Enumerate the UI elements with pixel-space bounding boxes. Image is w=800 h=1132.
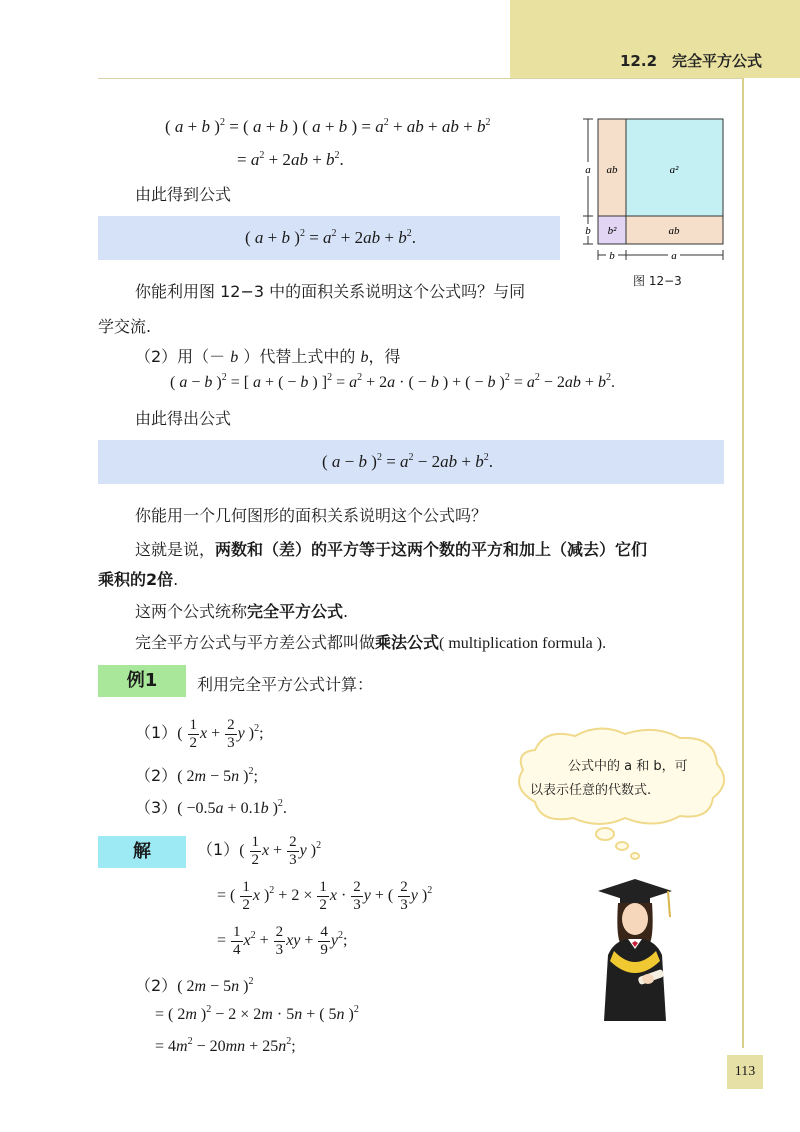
section-title: 12.2 完全平方公式 [620,52,763,70]
example-item-3: （3）( −0.5a + 0.1b )$^2$. [135,798,287,817]
cell-label-bottom-left: b² [607,225,617,237]
dim-bottom-b: b [609,250,615,262]
name-bold: 完全平方公式 [247,602,344,621]
statement-line2: 乘积的2倍. [98,570,179,589]
dim-left-a: a [585,164,591,176]
figure-caption: 图 12−3 [633,274,682,288]
solution-2-line3: = $4m^2 - 20mn + 25n^2$; [155,1036,296,1055]
statement-line1: 这就是说，两数和（差）的平方等于这两个数的平方和加上（减去）它们 [135,540,648,559]
solution-1-line1: （1）( $\frac{1}{2}$ x + $\frac{2}{3}$ y )$^2$ [197,834,322,868]
dim-left-b: b [585,225,591,237]
bubble-line-2: 以表示任意的代数式. [530,783,652,798]
mult-statement: 完全平方公式与平方差公式都叫做乘法公式( multiplication formula ). [135,633,607,652]
cell-label-top-left: ab [606,164,618,176]
name-statement: 这两个公式统称完全平方公式. [135,602,349,621]
question-2: 你能用一个几何图形的面积关系说明这个公式吗？ [135,506,488,525]
example-item-1: （1）( $\frac{1}{2}$ x + $\frac{2}{3}$ y )$^2$; [135,717,264,751]
formula-2: ( a − b )$^2 = a^2 - 2ab + b^2$. [322,452,493,471]
statement-bold-2: 乘积的2倍 [98,570,174,589]
graduate-student-illustration [590,873,680,1021]
margin-line [742,78,744,1048]
mult-bold: 乘法公式 [375,633,440,652]
derive-text-1: 由此得到公式 [135,185,232,204]
dim-bottom-a: a [671,250,677,262]
example-label: 例1 [98,665,186,697]
derive-text-2: 由此得出公式 [135,409,232,428]
page-number: 113 [727,1055,763,1089]
eq1-line1: ( a + b )$^2$ = ( a + b ) ( a + b ) = $a^2$ + ab + ab + $b^2$ [165,117,491,136]
eq1-line2: = $a^2 + 2ab + b^2$. [237,150,344,169]
header-rule [98,78,743,79]
solution-label: 解 [98,836,186,868]
solution-2-line1: （2）( 2m − 5n )$^2$ [135,976,254,995]
figure-12-3 [578,112,728,270]
example-item-2: （2）( 2m − 5n )$^2$; [135,766,258,785]
example-title: 利用完全平方公式计算： [197,675,374,694]
step2-intro: （2）用（－ b ）代替上式中的 b，得 [135,347,401,366]
cell-label-bottom-right: ab [668,225,680,237]
statement-bold-1: 两数和（差）的平方等于这两个数的平方和加上（减去）它们 [215,540,648,559]
cell-label-top-right: a² [669,164,679,176]
eq2: ( a − b )$^2$ = [ a + ( − b ) ]$^2 = a^2 + 2a$ · ( − b ) + ( − b )$^2 = a^2 - 2ab + b^2$. [170,372,615,391]
bubble-line-1: 公式中的 a 和 b，可 [568,759,688,774]
question-1-line1: 你能利用图 12−3 中的面积关系说明这个公式吗？与同 [135,282,526,301]
solution-1-line3: = $\frac{1}{4}$ $x^2$ + $\frac{2}{3}$ xy + $\frac{4}{9}$ $y^2$; [217,924,348,958]
solution-1-line2: = ( $\frac{1}{2}$ x )$^2$ + 2 × $\frac{1}{2}$ x · $\frac{2}{3}$ y + ( $\frac{2}{3}$ y )$^2$ [217,879,433,913]
solution-2-line2: = ( 2m )$^2$ − 2 × 2m · 5n + ( 5n )$^2$ [155,1004,359,1023]
question-1-line2: 学交流. [98,317,152,336]
formula-1: ( a + b )$^2 = a^2 + 2ab + b^2$. [245,228,416,247]
